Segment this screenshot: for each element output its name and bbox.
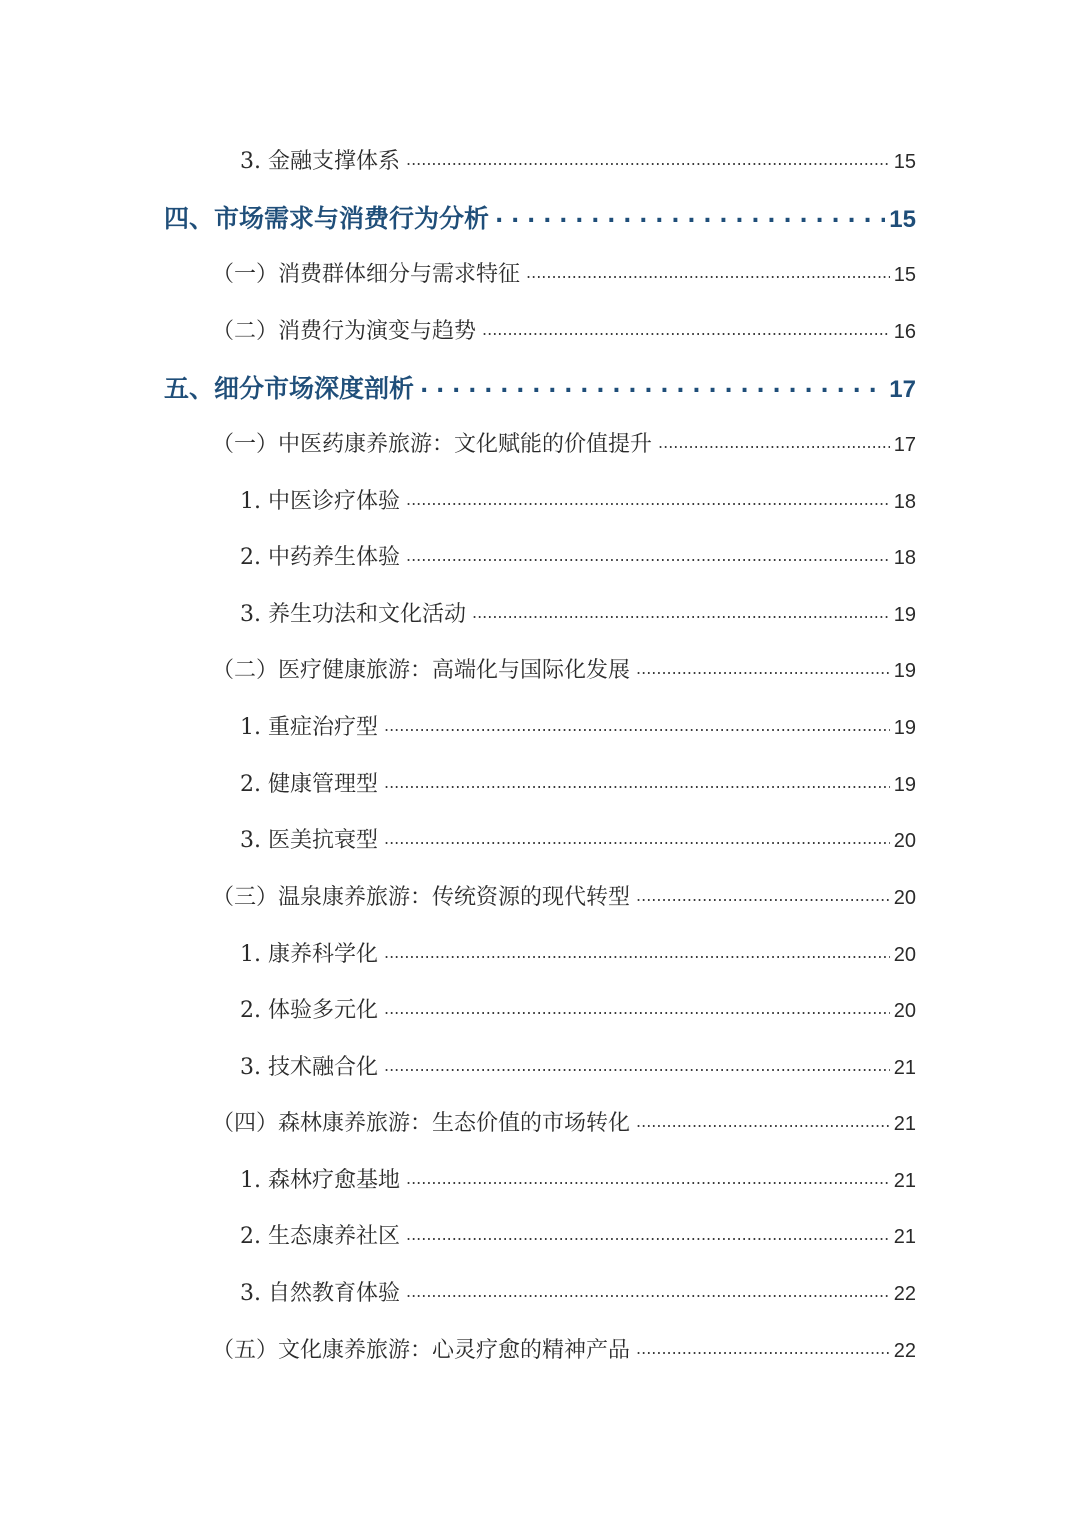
toc-section[interactable] [212,427,916,458]
toc-section-page: 22 [893,1340,916,1362]
dot-leader [406,486,890,508]
toc-section-page: 19 [893,660,916,682]
toc-entry[interactable] [240,484,916,515]
toc-entry-page: 18 [893,491,916,513]
toc-entry-label: 3. 金融支撑体系 [240,149,400,174]
toc-entry-label: 3. 医美抗衰型 [240,828,378,853]
toc-entry-page: 21 [893,1226,916,1248]
dot-leader [406,1278,890,1300]
toc-entry-label: 3. 养生功法和文化活动 [240,602,466,627]
toc-entry[interactable] [240,1163,916,1194]
dot-leader [420,372,885,397]
dot-leader [482,316,890,338]
toc-entry[interactable] [240,540,916,571]
toc-section-page: 16 [893,321,916,343]
toc-section[interactable] [212,880,916,911]
toc-section-page: 21 [893,1113,916,1135]
dot-leader [384,1052,890,1074]
toc-section-label: （一）消费群体细分与需求特征 [212,262,521,287]
toc-entry-label: 1. 康养科学化 [240,942,378,967]
dot-leader [384,939,890,961]
toc-chapter-page: 15 [889,206,916,233]
toc-section-label: （四）森林康养旅游：生态价值的市场转化 [212,1111,631,1136]
toc-entry-page: 21 [893,1057,916,1079]
toc-entry[interactable] [240,710,916,741]
toc-entry[interactable] [240,937,916,968]
toc-section[interactable] [212,314,916,345]
toc-section-label: （二）消费行为演变与趋势 [212,319,477,344]
toc-entry-page: 20 [893,830,916,852]
toc-entry[interactable] [240,1050,916,1081]
toc-entry-page: 18 [893,547,916,569]
dot-leader [406,1165,890,1187]
toc-chapter-label: 四、市场需求与消费行为分析 [164,204,490,233]
toc-section-page: 20 [893,887,916,909]
dot-leader [472,599,890,621]
toc-entry-page: 19 [893,774,916,796]
dot-leader [384,712,890,734]
toc-entry-page: 15 [893,151,916,173]
toc-section[interactable] [212,653,916,684]
dot-leader [384,825,890,847]
toc-entry[interactable] [240,993,916,1024]
toc-entry-page: 22 [893,1283,916,1305]
dot-leader [406,146,890,168]
dot-leader [636,655,890,677]
toc-chapter[interactable] [164,369,916,405]
toc-entry-page: 21 [893,1170,916,1192]
toc-section-page: 17 [893,434,916,456]
toc-chapter[interactable] [164,199,916,235]
toc-entry-label: 1. 森林疗愈基地 [240,1168,400,1193]
dot-leader [495,202,885,227]
toc-entry-page: 19 [893,717,916,739]
toc-entry-label: 2. 中药养生体验 [240,545,400,570]
toc-entry-label: 2. 体验多元化 [240,998,378,1023]
toc-section-page: 15 [893,264,916,286]
dot-leader [658,429,890,451]
dot-leader [636,882,890,904]
toc-entry-label: 2. 生态康养社区 [240,1224,400,1249]
dot-leader [384,995,890,1017]
toc-section-label: （三）温泉康养旅游：传统资源的现代转型 [212,885,631,910]
dot-leader [526,259,890,281]
toc-entry[interactable] [240,597,916,628]
toc-entry-page: 20 [893,1000,916,1022]
toc-section[interactable] [212,1333,916,1364]
toc-section-label: （五）文化康养旅游：心灵疗愈的精神产品 [212,1338,631,1363]
dot-leader [406,1221,890,1243]
dot-leader [384,769,890,791]
toc-entry-label: 3. 自然教育体验 [240,1281,400,1306]
toc-chapter-label: 五、细分市场深度剖析 [164,374,415,403]
toc-entry[interactable] [240,767,916,798]
toc-entry-page: 19 [893,604,916,626]
toc-entry-label: 1. 重症治疗型 [240,715,378,740]
toc-entry[interactable] [240,823,916,854]
dot-leader [636,1108,890,1130]
toc-section[interactable] [212,257,916,288]
toc-section-label: （一）中医药康养旅游：文化赋能的价值提升 [212,432,653,457]
toc-entry-page: 20 [893,944,916,966]
toc-entry[interactable] [240,1219,916,1250]
dot-leader [636,1335,890,1357]
toc-chapter-page: 17 [889,376,916,403]
toc-entry-label: 2. 健康管理型 [240,772,378,797]
toc-entry-label: 1. 中医诊疗体验 [240,489,400,514]
dot-leader [406,542,890,564]
toc-entry[interactable] [240,1276,916,1307]
toc-section[interactable] [212,1106,916,1137]
toc-entry[interactable] [240,144,916,175]
toc-section-label: （二）医疗健康旅游：高端化与国际化发展 [212,658,631,683]
toc-entry-label: 3. 技术融合化 [240,1055,378,1080]
